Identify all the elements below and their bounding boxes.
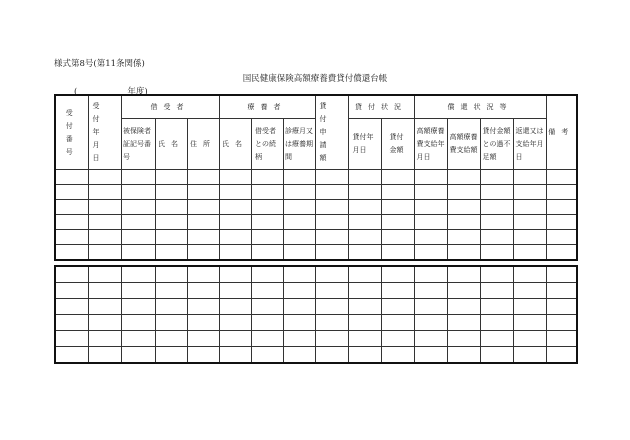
table-row [55,347,577,364]
table-cell [348,200,381,215]
table-cell [480,185,513,200]
table-cell [121,185,155,200]
table-cell [187,266,219,283]
table-cell [414,283,447,299]
table-cell [283,331,315,347]
table-cell [55,185,88,200]
table-cell [121,200,155,215]
table-cell [513,266,546,283]
table-cell [155,331,187,347]
table-cell [155,245,187,261]
table-cell [283,230,315,245]
table-cell [447,331,480,347]
table-cell [381,215,414,230]
table-cell [187,315,219,331]
table-cell [546,230,577,245]
table-cell [381,266,414,283]
table-cell [348,266,381,283]
table-cell [55,299,88,315]
table-cell [348,331,381,347]
col-group-recipient: 療養者 [219,95,315,119]
table-cell [513,315,546,331]
table-cell [155,347,187,364]
year-open-paren: ( [74,87,78,97]
table-cell [121,315,155,331]
table-cell [315,185,348,200]
col-loan-amount: 貸付金額 [381,119,414,170]
table-cell [414,347,447,364]
table-cell [88,170,121,185]
table-cell [219,331,251,347]
table-cell [187,185,219,200]
table-row [55,315,577,331]
table-cell [480,283,513,299]
table-cell [315,299,348,315]
table-cell [546,283,577,299]
table-cell [414,230,447,245]
table-cell [414,185,447,200]
table-cell [121,215,155,230]
table-cell [348,315,381,331]
table-cell [513,185,546,200]
table-cell [55,331,88,347]
page-title: 国民健康保険高額療養費貸付償還台帳 [242,74,388,84]
table-cell [447,230,480,245]
table-cell [251,245,283,261]
table-cell [381,170,414,185]
table-row [55,170,577,185]
table-cell [513,200,546,215]
col-excess-shortage: 貸付金額との過不足額 [480,119,513,170]
table-cell [348,299,381,315]
table-cell [480,230,513,245]
table-cell [283,215,315,230]
table-cell [219,215,251,230]
table-cell [155,230,187,245]
table-cell [219,299,251,315]
table-cell [348,245,381,261]
table-cell [546,347,577,364]
table-cell [155,200,187,215]
table-cell [121,331,155,347]
table-cell [55,230,88,245]
table-row [55,299,577,315]
table-cell [219,170,251,185]
table-row [55,283,577,299]
table-cell [381,299,414,315]
table-cell [251,299,283,315]
table-cell [480,215,513,230]
table-cell [546,315,577,331]
table-cell [480,170,513,185]
table-cell [155,215,187,230]
table-cell [88,266,121,283]
table-cell [414,200,447,215]
table-cell [251,230,283,245]
col-group-repayment: 償還状況等 [414,95,546,119]
table-cell [546,185,577,200]
table-cell [546,245,577,261]
ledger-body-bottom [55,266,577,363]
table-cell [219,230,251,245]
table-cell [480,266,513,283]
table-cell [219,266,251,283]
table-cell [88,215,121,230]
table-cell [219,315,251,331]
table-cell [283,200,315,215]
table-cell [315,245,348,261]
table-cell [447,245,480,261]
table-cell [315,283,348,299]
table-cell [121,245,155,261]
table-cell [315,170,348,185]
table-cell [121,347,155,364]
table-row [55,185,577,200]
table-row [55,266,577,283]
col-recipient-name: 氏名 [219,119,251,170]
col-receipt-number: 受付番号 [55,95,88,170]
table-cell [513,347,546,364]
table-cell [480,200,513,215]
table-cell [251,315,283,331]
table-cell [88,299,121,315]
table-cell [513,245,546,261]
table-cell [55,215,88,230]
table-cell [447,215,480,230]
table-cell [219,185,251,200]
table-cell [546,331,577,347]
table-cell [55,347,88,364]
table-cell [381,200,414,215]
table-cell [381,315,414,331]
table-cell [348,185,381,200]
table-cell [283,266,315,283]
table-cell [447,266,480,283]
table-cell [187,215,219,230]
table-cell [187,331,219,347]
table-cell [348,170,381,185]
table-row [55,230,577,245]
table-cell [187,347,219,364]
col-receipt-date: 受付年月日 [88,95,121,170]
table-cell [315,230,348,245]
table-cell [55,315,88,331]
table-cell [155,170,187,185]
table-cell [513,230,546,245]
table-cell [315,331,348,347]
table-cell [187,299,219,315]
table-cell [381,185,414,200]
table-cell [447,283,480,299]
table-cell [480,315,513,331]
table-cell [315,215,348,230]
table-cell [513,299,546,315]
table-cell [251,200,283,215]
col-insured-number: 被保険者証記号番号 [121,119,155,170]
table-cell [315,200,348,215]
table-cell [251,170,283,185]
ledger-table-bottom [54,265,578,364]
col-group-loan-status: 貸付状況 [348,95,414,119]
table-cell [283,347,315,364]
ledger-body-top [55,170,577,261]
table-cell [88,347,121,364]
table-cell [348,215,381,230]
table-cell [155,185,187,200]
table-row [55,245,577,261]
table-cell [546,215,577,230]
table-cell [55,170,88,185]
table-cell [381,230,414,245]
table-cell [88,230,121,245]
table-cell [414,299,447,315]
table-cell [219,200,251,215]
ledger-table-top [54,94,578,261]
table-cell [283,315,315,331]
table-cell [447,200,480,215]
table-cell [513,331,546,347]
table-cell [414,245,447,261]
table-cell [251,331,283,347]
table-cell [414,170,447,185]
table-cell [381,245,414,261]
table-cell [251,215,283,230]
table-row [55,215,577,230]
table-cell [447,299,480,315]
col-payment-date: 高額療養費支給年月日 [414,119,447,170]
form-number: 様式第8号(第11条関係) [54,59,145,69]
table-cell [283,245,315,261]
col-loan-application: 貸付申請額 [315,95,348,170]
table-cell [315,315,348,331]
table-cell [55,283,88,299]
table-cell [121,230,155,245]
col-remarks: 備考 [546,95,577,170]
col-group-borrower: 借受者 [121,95,219,119]
table-cell [88,200,121,215]
table-cell [283,185,315,200]
table-cell [546,299,577,315]
table-cell [447,347,480,364]
table-cell [88,245,121,261]
table-cell [187,200,219,215]
table-cell [121,299,155,315]
table-cell [447,315,480,331]
table-cell [283,170,315,185]
table-cell [513,170,546,185]
table-cell [414,331,447,347]
year-label: 年度) [127,87,148,97]
table-cell [88,315,121,331]
table-cell [55,245,88,261]
table-cell [251,266,283,283]
table-cell [155,283,187,299]
table-cell [480,299,513,315]
table-cell [348,283,381,299]
table-cell [187,230,219,245]
table-cell [348,230,381,245]
table-cell [187,170,219,185]
table-cell [447,170,480,185]
table-cell [88,185,121,200]
table-cell [88,283,121,299]
table-cell [480,331,513,347]
table-cell [546,266,577,283]
table-cell [447,185,480,200]
table-cell [414,315,447,331]
table-cell [219,283,251,299]
table-cell [55,266,88,283]
col-borrower-address: 住所 [187,119,219,170]
table-cell [251,283,283,299]
table-row [55,200,577,215]
col-loan-date: 貸付年月日 [348,119,381,170]
table-cell [381,347,414,364]
table-cell [283,299,315,315]
table-cell [121,170,155,185]
table-cell [219,347,251,364]
table-cell [155,299,187,315]
table-cell [187,245,219,261]
table-cell [55,200,88,215]
table-cell [513,283,546,299]
table-cell [219,245,251,261]
table-cell [251,347,283,364]
col-treatment-period: 診療月又は療養期間 [283,119,315,170]
table-cell [121,266,155,283]
table-cell [315,266,348,283]
table-cell [251,185,283,200]
table-cell [155,266,187,283]
table-cell [88,331,121,347]
table-cell [381,283,414,299]
table-cell [348,347,381,364]
table-cell [283,283,315,299]
table-cell [513,215,546,230]
table-cell [155,315,187,331]
table-cell [121,283,155,299]
table-cell [315,347,348,364]
table-cell [480,347,513,364]
table-cell [546,200,577,215]
table-cell [480,245,513,261]
table-cell [414,215,447,230]
col-return-date: 返還又は支給年月日 [513,119,546,170]
table-row [55,331,577,347]
table-cell [187,283,219,299]
col-borrower-name: 氏名 [155,119,187,170]
table-cell [414,266,447,283]
col-payment-amount: 高額療養費支給額 [447,119,480,170]
table-cell [546,170,577,185]
table-cell [381,331,414,347]
col-relationship: 借受者との続柄 [251,119,283,170]
